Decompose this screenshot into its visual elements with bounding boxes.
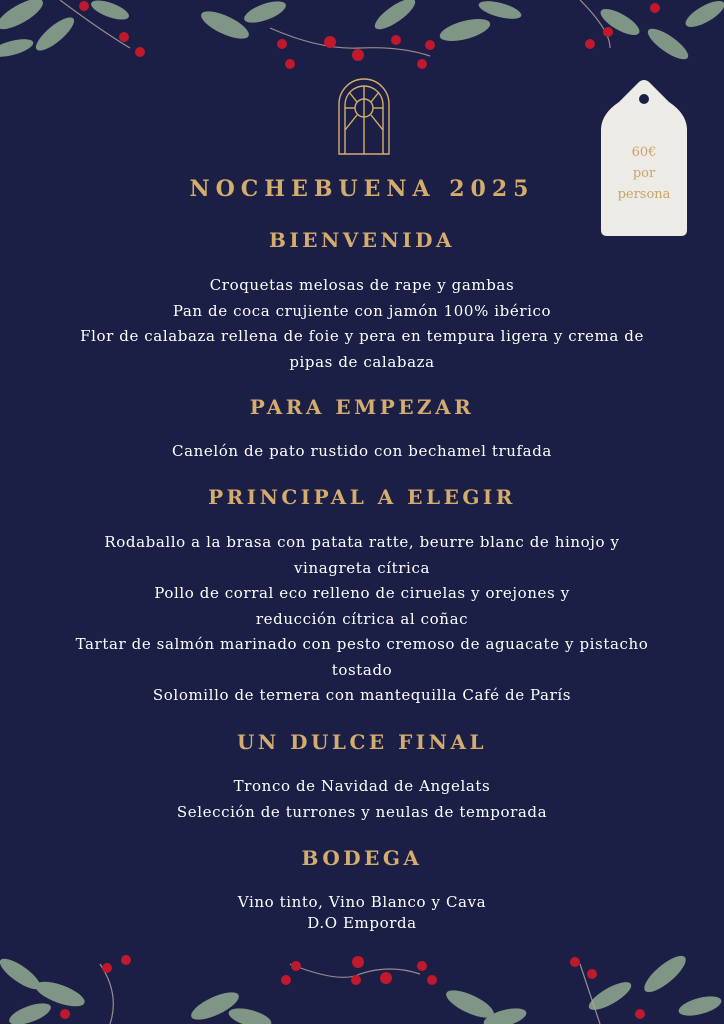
section-heading-para-empezar: PARA EMPEZAR xyxy=(249,395,475,419)
menu-item: reducción cítrica al coñac xyxy=(255,609,469,628)
menu-item: D.O Emporda xyxy=(307,914,417,932)
menu-item: tostado xyxy=(331,660,393,679)
menu-item: Solomillo de ternera con mantequilla Café de París xyxy=(152,686,572,704)
menu-item: Canelón de pato rustido con bechamel trufada xyxy=(172,442,552,460)
section-heading-bienvenida: BIENVENIDA xyxy=(268,228,456,252)
menu-item: Pollo de corral eco relleno de ciruelas y orejones y xyxy=(154,584,570,602)
price-person: persona xyxy=(617,187,671,202)
section-heading-principal: PRINCIPAL A ELEGIR xyxy=(208,485,516,509)
section-items-bienvenida xyxy=(40,273,684,375)
menu-item: Tartar de salmón marinado con pesto cremoso de aguacate y pistacho xyxy=(75,635,649,653)
menu-item: Vino tinto, Vino Blanco y Cava xyxy=(237,893,487,911)
menu-item: Flor de calabaza rellena de foie y pera en tempura ligera y crema de xyxy=(80,327,644,345)
section-heading-bodega: BODEGA xyxy=(301,846,423,870)
menu-item: Croquetas melosas de rape y gambas xyxy=(209,276,515,294)
menu-item: pipas de calabaza xyxy=(289,352,435,371)
menu-item: Rodaballo a la brasa con patata ratte, beurre blanc de hinojo y xyxy=(104,533,620,551)
menu-item: Pan de coca crujiente con jamón 100% ibérico xyxy=(172,301,552,320)
menu-title: NOCHEBUENA 2025 xyxy=(189,176,535,202)
bottom-foliage-decoration xyxy=(0,944,724,1024)
price-tag xyxy=(601,80,687,236)
price-per: por xyxy=(632,166,656,181)
section-items-bodega xyxy=(40,892,684,934)
section-heading-dulce-final: UN DULCE FINAL xyxy=(236,730,488,754)
section-items-principal xyxy=(40,530,684,709)
section-items-dulce-final xyxy=(40,774,684,825)
section-items-para-empezar xyxy=(40,439,684,465)
price-amount: 60€ xyxy=(631,145,657,160)
menu-item: Tronco de Navidad de Angelats xyxy=(233,777,491,795)
menu-item: vinagreta cítrica xyxy=(293,558,430,577)
menu-item: Selección de turrones y neulas de temporada xyxy=(176,802,548,821)
arched-window-logo xyxy=(336,76,392,156)
